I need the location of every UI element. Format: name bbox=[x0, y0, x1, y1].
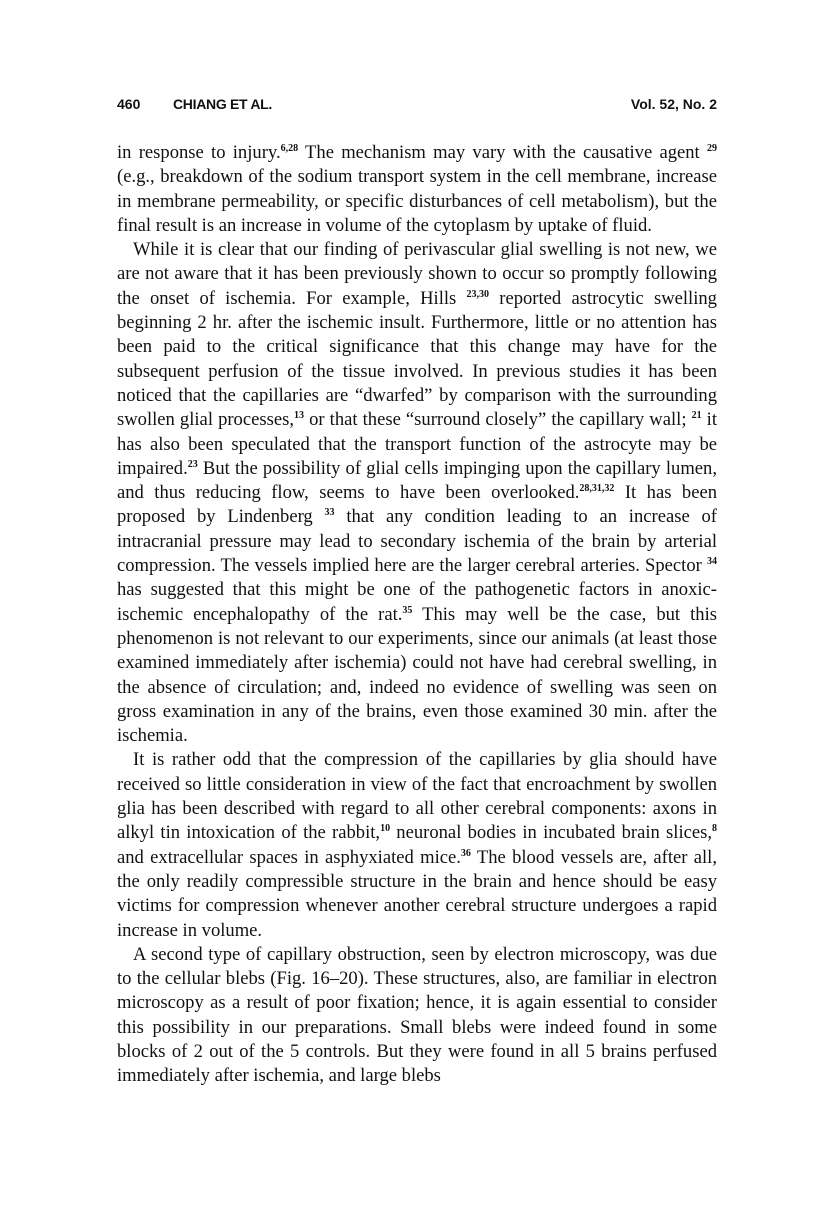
citation-superscript: 29 bbox=[706, 143, 717, 154]
running-header bbox=[117, 96, 717, 118]
citation-superscript: 21 bbox=[691, 410, 702, 422]
citation-superscript: 28,31,32 bbox=[579, 483, 615, 495]
citation-superscript: 8 bbox=[712, 823, 718, 835]
citation-superscript: 34 bbox=[707, 556, 717, 568]
paragraph-text: it has also been speculated that the transport function of the astrocyte may be impaired. bbox=[117, 409, 718, 479]
paragraph-text: reported astrocytic swelling beginning 2 hr. after the ischemic insult. Furthermore, little or no attention has been paid to the critical significance that this change may have for the subsequent perfusion of the tissue involved. In previous studies it has been noticed that the capillaries are “dwarfed” by comparison with the surrounding swollen glial processes, bbox=[117, 287, 717, 431]
citation-superscript: 36 bbox=[460, 847, 471, 859]
citation-superscript: 6,28 bbox=[280, 143, 299, 154]
paragraph-text: While it is clear that our finding of perivascular glial swelling is not new, we are not aware that it has been previously shown to occur so promptly following the onset of ischemia. For example, Hills bbox=[117, 239, 717, 309]
citation-superscript: 23 bbox=[187, 458, 198, 470]
citation-superscript: 23,30 bbox=[466, 288, 490, 300]
paragraph-text: But the possibility of glial cells impinging upon the capillary lumen, and thus reducing flow, seems to have been overlooked. bbox=[117, 457, 717, 504]
paragraph-text: The mechanism may vary with the causative agent bbox=[298, 142, 707, 163]
paragraph-text: (e.g., breakdown of the sodium transport system in the cell membrane, increase in membrane permeability, or specific disturbances of cell metabolism), but the final result is an increase in volume of the cytoplasm by uptake of fluid. bbox=[117, 166, 717, 236]
paragraph-text: The blood vessels are, after all, the only readily compressible structure in the brain and hence should be easy victims for compression whenever another cerebral structure undergoes a rapid increase in volume. bbox=[117, 846, 717, 941]
citation-superscript: 33 bbox=[324, 507, 335, 519]
paragraph bbox=[117, 748, 717, 942]
paragraph-text: A second type of capillary obstruction, seen by electron microscopy, was due to the cellular blebs (Fig. 16–20). These structures, also, are familiar in electron microscopy as a result of poor fixation; hence, it is again essential to consider this possibility in our preparations. Small blebs were indeed found in some blocks of 2 out of the 5 controls. But they were found in all 5 brains perfused immediately after ischemia, and large blebs bbox=[117, 943, 717, 1087]
page-number: 460 bbox=[117, 96, 141, 112]
paragraph-text: It has been proposed by Lindenberg bbox=[117, 482, 717, 528]
article-body bbox=[117, 141, 717, 1089]
paragraph-text: and extracellular spaces in asphyxiated mice. bbox=[117, 846, 461, 868]
citation-superscript: 35 bbox=[402, 604, 413, 616]
paragraph-text: It is rather odd that the compression of the capillaries by glia should have received so little consideration in view of the fact that encroachment by swollen glia has been described with regard to all other cerebral components: axons in alkyl tin intoxication of the rabbit, bbox=[117, 749, 717, 844]
journal-volume: Vol. 52, No. 2 bbox=[630, 96, 717, 112]
paragraph-text: that any condition leading to an increase of intracranial pressure may lead to secondary ischemia of the brain by arterial compression. The vessels implied here are the larger cerebral arteries. Spector bbox=[117, 506, 717, 577]
paragraph-text: or that these “surround closely” the capillary wall; bbox=[303, 409, 692, 431]
paragraph bbox=[117, 238, 717, 748]
citation-superscript: 13 bbox=[293, 410, 304, 422]
paragraph-text: This may well be the case, but this phenomenon is not relevant to our experiments, since our animals (at least those examined immediately after ischemia) could not have had cerebral swelling, in the absence of circulation; and, indeed no evidence of swelling was seen on gross examination in any of the brains, even those examined 30 min. after the ischemia. bbox=[117, 603, 717, 747]
citation-superscript: 10 bbox=[380, 823, 391, 835]
paragraph-text: has suggested that this might be one of the pathogenetic factors in anoxic-ischemic encephalopathy of the rat. bbox=[117, 579, 717, 625]
paragraph-text: in response to injury. bbox=[117, 142, 281, 163]
paragraph-text: neuronal bodies in incubated brain slices, bbox=[390, 822, 713, 844]
paragraph bbox=[117, 943, 717, 1089]
paragraph bbox=[117, 141, 717, 238]
running-authors: CHIANG ET AL. bbox=[173, 96, 273, 112]
